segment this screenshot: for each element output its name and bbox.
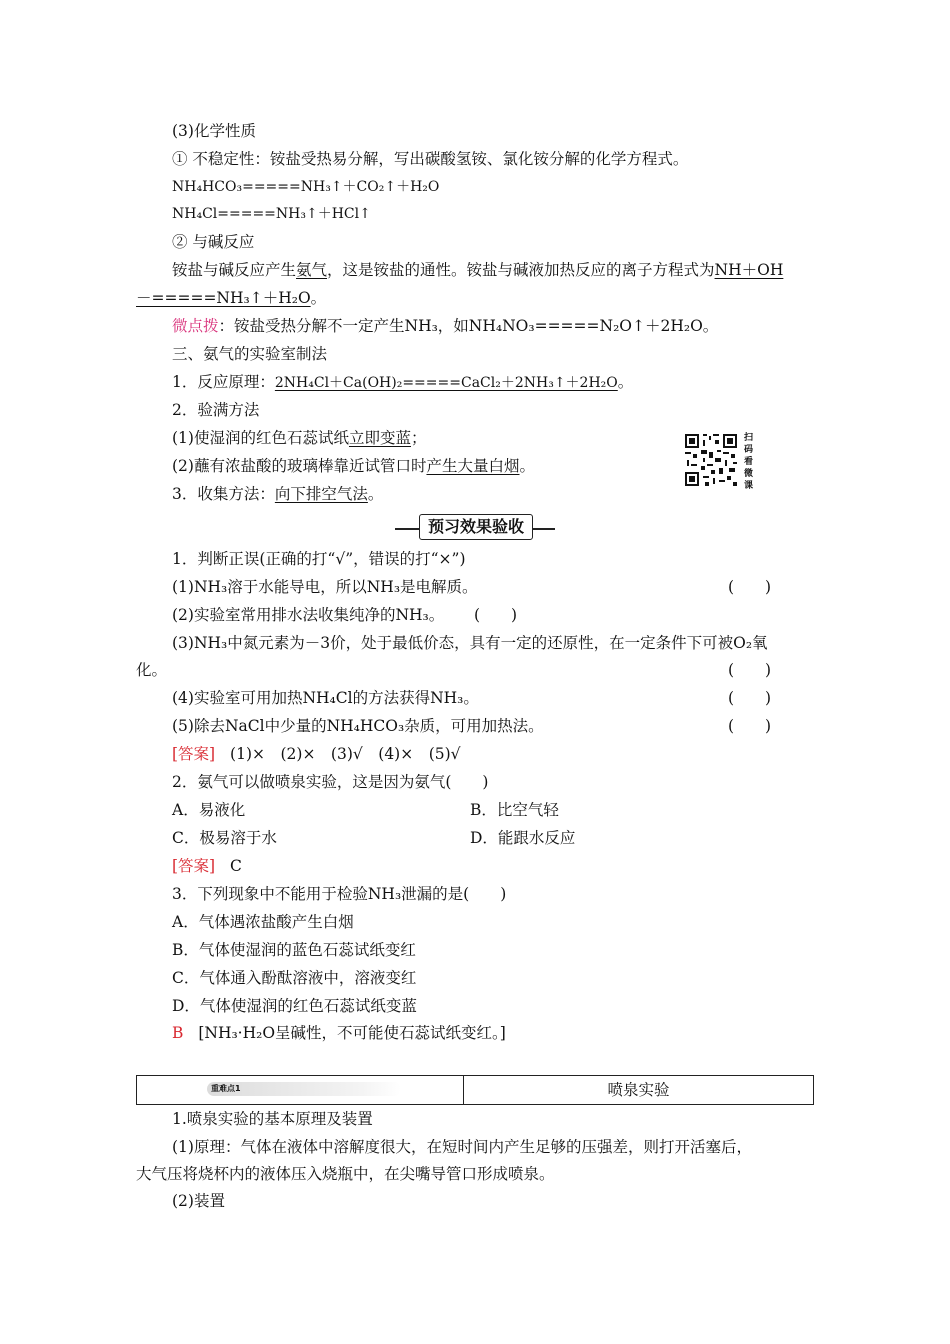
paragraph	[172, 483, 383, 505]
answer-blank: ( )	[728, 661, 772, 679]
section-banner	[395, 514, 555, 540]
paragraph	[172, 427, 427, 449]
fill-answer: NH＋OH	[714, 261, 784, 279]
answer-line	[172, 1022, 506, 1044]
option-d: D．气体使湿润的红色石蕊试纸变蓝	[172, 997, 417, 1015]
paragraph	[172, 259, 783, 281]
paragraph	[136, 287, 326, 309]
text: 。	[519, 457, 535, 475]
text: (1)使湿润的红色石蕊试纸	[172, 429, 349, 447]
paragraph: 2．验满方法	[172, 401, 260, 419]
section-heading: 1.喷泉实验的基本原理及装置	[172, 1110, 373, 1128]
answer-text: (1)× (2)× (3)√ (4)× (5)√	[230, 745, 461, 763]
paragraph: 大气压将烧杯内的液体压入烧瓶中，在尖嘴导管口形成喷泉。	[136, 1165, 555, 1183]
option-d: D．能跟水反应	[470, 829, 576, 847]
question-stem: 2．氨气可以做喷泉实验，这是因为氨气( )	[172, 773, 489, 791]
question-item: (4)实验室可用加热NH₄Cl的方法获得NH₃。	[172, 689, 479, 707]
option-c: C．气体通入酚酞溶液中，溶液变红	[172, 969, 417, 987]
question-item: 化。	[136, 661, 168, 679]
text: 3．收集方法：	[172, 485, 275, 503]
paragraph: (1)原理：气体在液体中溶解度很大，在短时间内产生足够的压强差，则打开活塞后，	[172, 1138, 752, 1156]
answer-label: [答案]	[172, 857, 216, 875]
text: ；	[410, 429, 427, 447]
banner-label: 预习效果验收	[419, 514, 533, 540]
equation: NH₄Cl=====NH₃↑＋HCl↑	[172, 206, 371, 222]
question-item: (2)实验室常用排水法收集纯净的NH₃。	[172, 606, 445, 624]
section-heading: 三、氨气的实验室制法	[172, 345, 328, 363]
paragraph: ① 不稳定性：铵盐受热易分解，写出碳酸氢铵、氯化铵分解的化学方程式。	[172, 150, 689, 168]
section-heading: (3)化学性质	[172, 122, 256, 140]
question-item: (1)NH₃溶于水能导电，所以NH₃是电解质。	[172, 578, 478, 596]
fill-answer: 氨气	[296, 261, 328, 279]
tip-text: ：铵盐受热分解不一定产生NH₃，如NH₄NO₃=====N₂O↑＋2H₂O。	[218, 317, 719, 335]
paragraph: ② 与碱反应	[172, 233, 255, 251]
question-item: (3)NH₃中氮元素为－3价，处于最低价态，具有一定的还原性，在一定条件下可被O₂氧	[172, 634, 768, 652]
text: 。	[310, 289, 327, 307]
paragraph	[172, 371, 633, 394]
question-stem: 3．下列现象中不能用于检验NH₃泄漏的是( )	[172, 885, 507, 903]
question-stem: 1．判断正误(正确的打“√”，错误的打“×”)	[172, 550, 466, 568]
text: 。	[367, 485, 384, 503]
tip-label: 微点拨	[172, 317, 219, 335]
fill-answer: 2NH₄Cl＋Ca(OH)₂=====CaCl₂＋2NH₃↑＋2H₂O	[274, 375, 618, 391]
fill-answer: －=====NH₃↑＋H₂O	[136, 289, 311, 307]
question-item: (5)除去NaCl中少量的NH₄HCO₃杂质，可用加热法。	[172, 717, 544, 735]
answer-letter: B	[172, 1024, 184, 1042]
answer-line	[172, 855, 242, 877]
paragraph	[172, 455, 535, 477]
text: 1．反应原理：	[172, 373, 275, 391]
answer-blank: ( )	[728, 717, 772, 735]
fill-answer: 立即变蓝	[348, 429, 411, 447]
answer-blank: ( )	[728, 578, 772, 596]
answer-blank: ( )	[474, 606, 518, 624]
answer-text: [NH₃·H₂O呈碱性，不可能使石蕊试纸变红。]	[198, 1024, 506, 1042]
answer-text: C	[230, 857, 242, 875]
tip	[172, 315, 718, 337]
fill-answer: 产生大量白烟	[426, 457, 520, 475]
answer-label: [答案]	[172, 745, 216, 763]
focus-tag: 重难点1	[207, 1082, 401, 1096]
qr-code-icon[interactable]	[683, 432, 739, 488]
answer-line	[172, 743, 461, 765]
option-b: B．比空气轻	[470, 801, 559, 819]
option-b: B．气体使湿润的蓝色石蕊试纸变红	[172, 941, 416, 959]
text: 。	[617, 373, 634, 391]
focus-header-table	[136, 1075, 814, 1105]
option-a: A．气体遇浓盐酸产生白烟	[172, 913, 354, 931]
text: ，这是铵盐的通性。铵盐与碱液加热反应的离子方程式为	[327, 261, 715, 279]
text: 铵盐与碱反应产生	[172, 261, 297, 279]
focus-title: 喷泉实验	[607, 1081, 670, 1099]
fill-answer: 向下排空气法	[274, 485, 368, 503]
option-c: C．极易溶于水	[172, 829, 277, 847]
answer-blank: ( )	[728, 689, 772, 707]
qr-caption: 扫码看微课	[744, 433, 754, 491]
equation: NH₄HCO₃=====NH₃↑＋CO₂↑＋H₂O	[172, 179, 440, 195]
text: (2)蘸有浓盐酸的玻璃棒靠近试管口时	[172, 457, 427, 475]
paragraph: (2)装置	[172, 1192, 225, 1210]
option-a: A．易液化	[172, 801, 246, 819]
